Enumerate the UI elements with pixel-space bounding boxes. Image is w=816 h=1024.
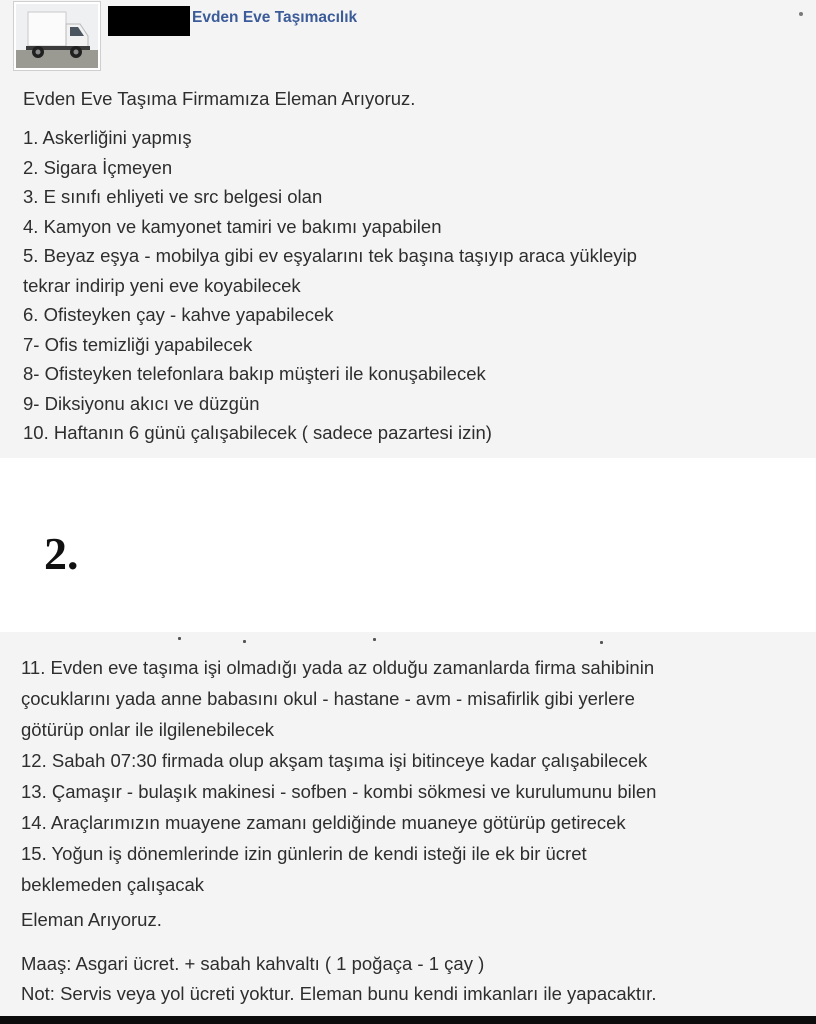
list-item: 3. E sınıfı ehliyeti ve src belgesi olan bbox=[23, 186, 323, 207]
list-item: 6. Ofisteyken çay - kahve yapabilecek bbox=[23, 304, 334, 325]
list-item: 2. Sigara İçmeyen bbox=[23, 156, 173, 178]
redacted-name-bar bbox=[108, 6, 190, 36]
list-item: 10. Haftanın 6 günü çalışabilecek ( sadece pazartesi izin) bbox=[23, 422, 492, 443]
section-number: 2. bbox=[44, 528, 79, 579]
note-text: Not: Servis veya yol ücreti yoktur. Eleman bunu kendi imkanları ile yapacaktır. bbox=[21, 983, 657, 1004]
scan-speck bbox=[243, 640, 246, 643]
list-item: 12. Sabah 07:30 firmada olup akşam taşıma işi bitinceye kadar çalışabilecek bbox=[21, 750, 648, 771]
post-intro: Evden Eve Taşıma Firmamıza Eleman Arıyoruz. bbox=[23, 88, 416, 109]
list-item: 11. Evden eve taşıma işi olmadığı yada az olduğu zamanlarda firma sahibinin bbox=[21, 657, 655, 678]
scan-speck bbox=[600, 641, 603, 644]
requirements-list-part2 bbox=[21, 652, 815, 900]
page-name-link[interactable]: Evden Eve Taşımacılık bbox=[192, 9, 358, 26]
list-item: çocuklarını yada anne babasını okul - hastane - avm - misafirlik gibi yerlere bbox=[21, 688, 635, 709]
list-item: 1. Askerliğini yapmış bbox=[23, 127, 192, 148]
list-item: 14. Araçlarımızın muayene zamanı geldiğinde muaneye götürüp getirecek bbox=[21, 812, 626, 833]
bottom-border bbox=[0, 1016, 816, 1024]
list-item: 13. Çamaşır - bulaşık makinesi - sofben - kombi sökmesi ve kurulumunu bilen bbox=[21, 781, 657, 802]
moving-truck-icon bbox=[16, 4, 98, 68]
outro-text: Eleman Arıyoruz. bbox=[21, 909, 162, 930]
list-item: 15. Yoğun iş dönemlerinde izin günlerin de kendi isteği ile ek bir ücret bbox=[21, 843, 587, 864]
list-item: tekrar indirip yeni eve koyabilecek bbox=[23, 274, 301, 296]
salary-text: Maaş: Asgari ücret. + sabah kahvaltı ( 1 poğaça - 1 çay ) bbox=[21, 953, 485, 974]
requirements-list-part1 bbox=[23, 123, 813, 448]
list-item: 9- Diksiyonu akıcı ve düzgün bbox=[23, 392, 260, 414]
more-options-icon[interactable] bbox=[799, 12, 803, 16]
scan-speck bbox=[373, 638, 376, 641]
list-item: 7- Ofis temizliği yapabilecek bbox=[23, 333, 253, 355]
list-item: 8- Ofisteyken telefonlara bakıp müşteri ile konuşabilecek bbox=[23, 363, 486, 384]
list-item: 5. Beyaz eşya - mobilya gibi ev eşyalarını tek başına taşıyıp araca yükleyip bbox=[23, 245, 637, 266]
list-item: beklemeden çalışacak bbox=[21, 874, 205, 895]
page-avatar[interactable] bbox=[14, 2, 100, 70]
list-item: götürüp onlar ile ilgilenebilecek bbox=[21, 719, 274, 740]
list-item: 4. Kamyon ve kamyonet tamiri ve bakımı yapabilen bbox=[23, 215, 442, 237]
scan-speck bbox=[178, 637, 181, 640]
